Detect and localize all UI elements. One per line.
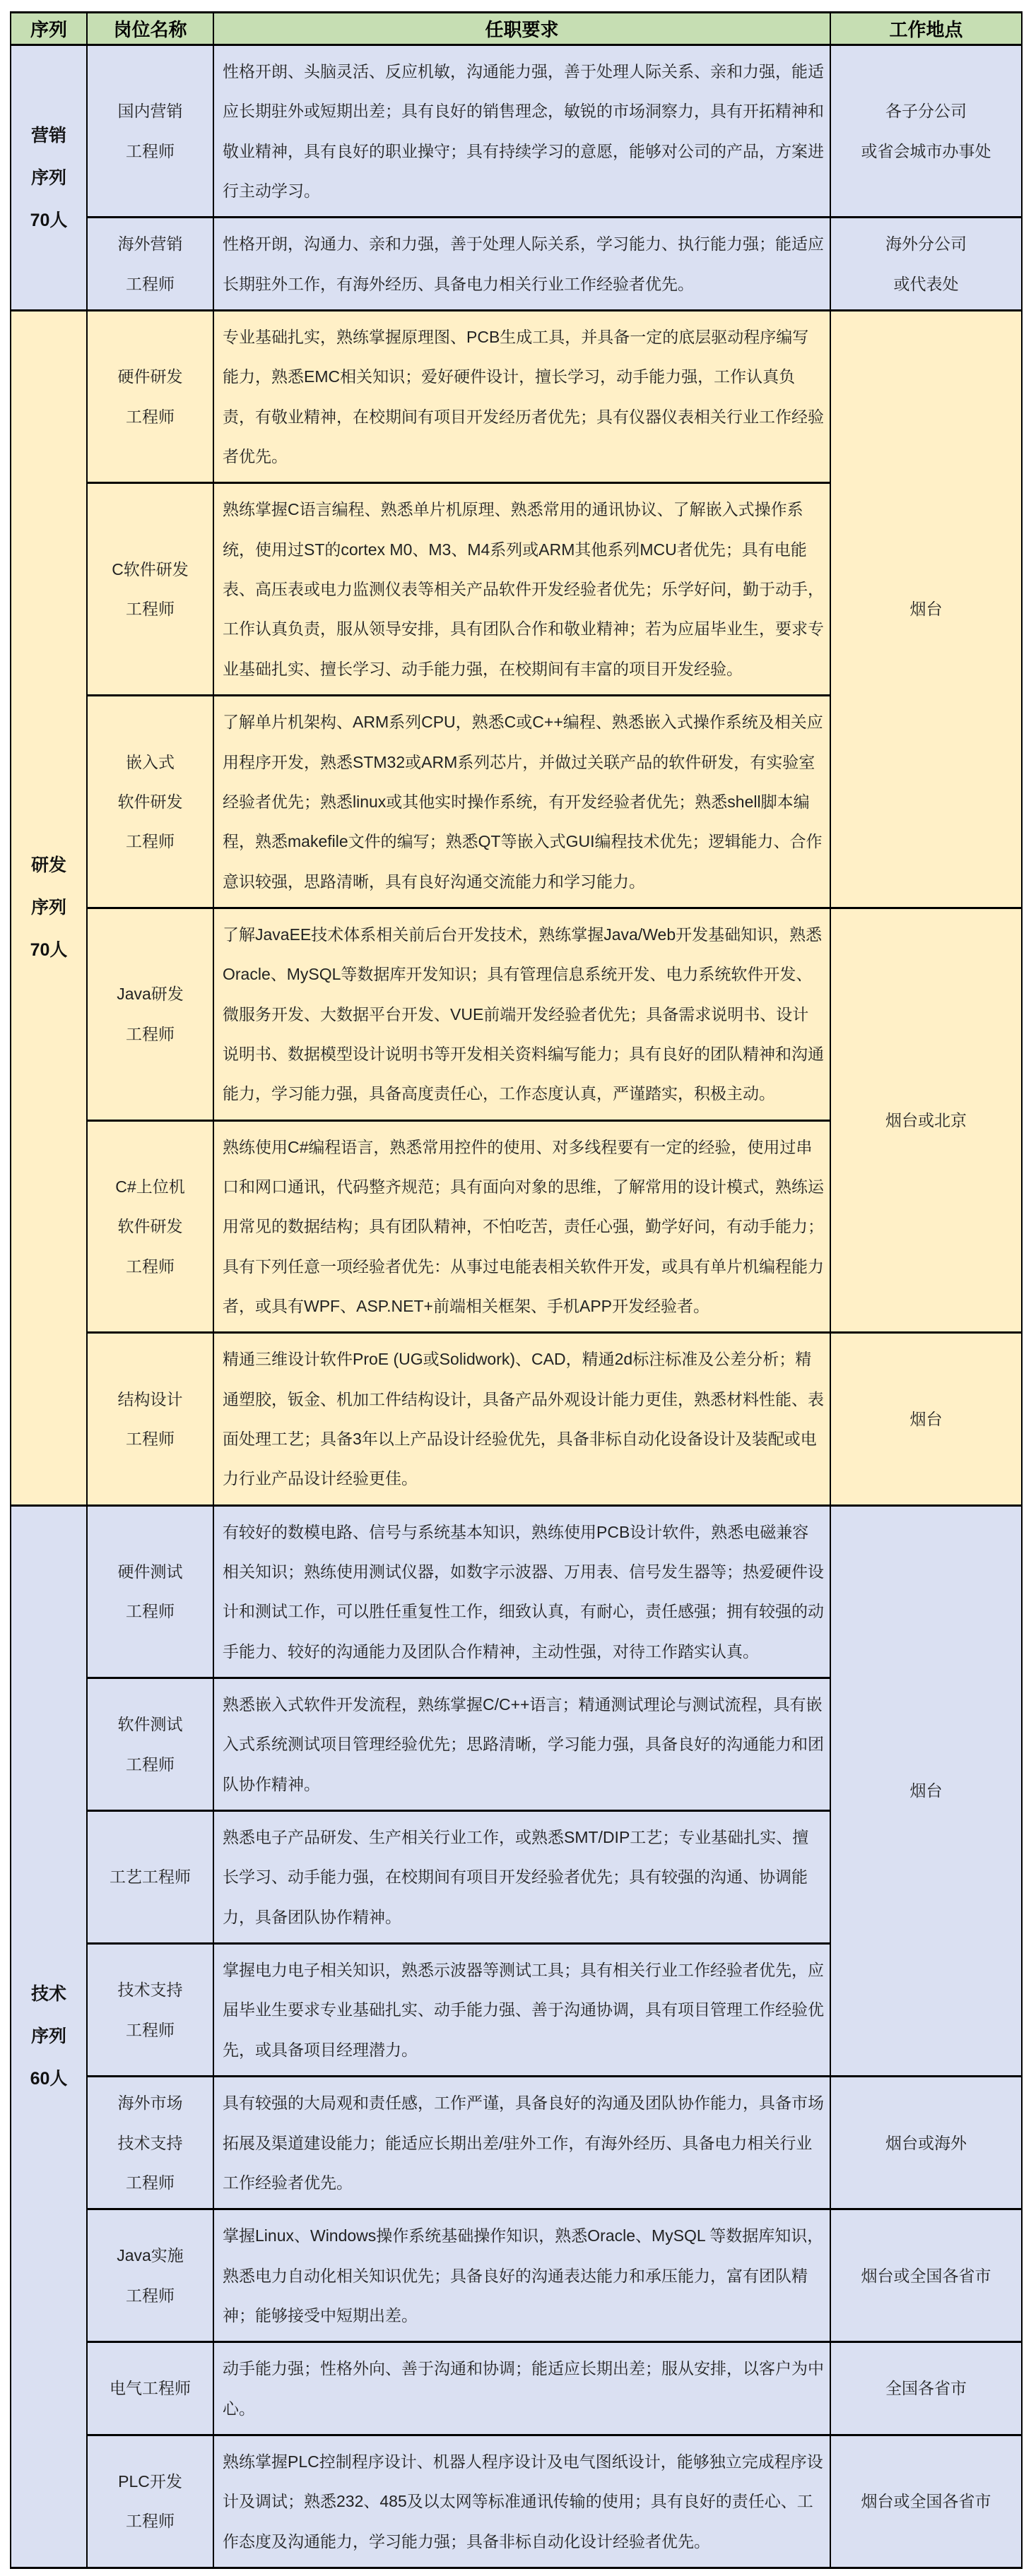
job-requirements-table xyxy=(10,11,1023,2569)
work-location-line: 或省会城市办事处 xyxy=(861,141,991,160)
job-requirements: 精通三维设计软件ProE (UG或Solidwork)、CAD，精通2d标注标准及公差分析；精通塑胶，钣金、机加工件结构设计，具备产品外观设计能力更佳，熟悉材料性能、表面处理工艺；具备3年以上产品设计经验优先，具备非标自动化设备设计及装配或电力行业产品设计经验更佳。 xyxy=(213,1333,830,1505)
section-label-line: 研发 xyxy=(30,855,66,876)
position-name xyxy=(87,45,213,218)
position-name-line: 软件研发 xyxy=(117,1217,183,1236)
section-label-line: 70人 xyxy=(30,210,68,230)
section-label-tech xyxy=(11,1505,87,2568)
position-name xyxy=(87,1333,213,1505)
work-location-line: 海外分公司 xyxy=(885,235,967,254)
work-location-line: 或代表处 xyxy=(893,274,959,293)
job-requirements: 熟练使用C#编程语言，熟悉常用控件的使用、对多线程要有一定的经验，使用过串口和网口通讯，代码整齐规范；具有面向对象的思维，了解常用的设计模式，熟练运用常见的数据结构；具有团队精神，不怕吃苦，责任心强，勤学好问，有动手能力；具有下列任意一项经验者优先：从事过电能表相关软件开发，或具有单片机编程能力者，或具有WPF、ASP.NET+前端相关框架、手机APP开发经验者。 xyxy=(213,1120,830,1333)
position-name xyxy=(87,1678,213,1811)
work-location-line: 烟台 xyxy=(909,1409,943,1428)
position-name-line: 嵌入式 xyxy=(126,752,175,771)
position-name-line: 工程师 xyxy=(126,832,175,851)
position-name-line: 海外营销 xyxy=(117,235,183,254)
work-location-line: 全国各省市 xyxy=(885,2379,967,2398)
job-requirements: 掌握电力电子相关知识，熟悉示波器等测试工具；具有相关行业工作经验者优先，应届毕业生要求专业基础扎实、动手能力强、善于沟通协调，具有项目管理工作经验优先，或具备项目经理潜力。 xyxy=(213,1944,830,2077)
job-requirements: 具有较强的大局观和责任感，工作严谨，具备良好的沟通及团队协作能力，具备市场拓展及渠道建设能力；能适应长期出差/驻外工作，有海外经历、具备电力相关行业工作经验者优先。 xyxy=(213,2077,830,2209)
work-location xyxy=(830,2342,1022,2435)
position-name-line: 工程师 xyxy=(126,2020,175,2039)
job-requirements: 专业基础扎实，熟练掌握原理图、PCB生成工具，并具备一定的底层驱动程序编写能力，熟悉EMC相关知识；爱好硬件设计，擅长学习，动手能力强，工作认真负责，有敬业精神，在校期间有项目开发经历者优先；具有仪器仪表相关行业工作经验者优先。 xyxy=(213,311,830,483)
work-location xyxy=(830,218,1022,311)
table-row xyxy=(11,311,1022,483)
position-name-line: 海外市场 xyxy=(117,2094,183,2113)
section-label-marketing xyxy=(11,45,87,311)
position-name-line: Java研发 xyxy=(117,985,184,1004)
column-header-location: 工作地点 xyxy=(830,13,1022,45)
position-name xyxy=(87,1944,213,2077)
position-name xyxy=(87,2342,213,2435)
position-name-line: Java实施 xyxy=(117,2246,184,2265)
position-name-line: 工程师 xyxy=(126,1602,175,1621)
work-location-line: 各子分公司 xyxy=(885,102,967,121)
section-label-line: 70人 xyxy=(30,940,68,961)
table-row xyxy=(11,45,1022,218)
column-header-position: 岗位名称 xyxy=(87,13,213,45)
position-name xyxy=(87,2435,213,2568)
column-header-requirements: 任职要求 xyxy=(213,13,830,45)
table-body xyxy=(11,45,1022,2568)
work-location-line: 烟台或全国各省市 xyxy=(861,2266,991,2285)
position-name xyxy=(87,218,213,311)
table-row xyxy=(11,2209,1022,2342)
job-requirements: 了解JavaEE技术体系相关前后台开发技术，熟练掌握Java/Web开发基础知识，熟悉Oracle、MySQL等数据库开发知识；具有管理信息系统开发、电力系统软件开发、微服务开发、大数据平台开发、VUE前端开发经验者优先；具备需求说明书、设计说明书、数据模型设计说明书等开发相关资料编写能力；具有良好的团队精神和沟通能力，学习能力强，具备高度责任心，工作态度认真，严谨踏实，积极主动。 xyxy=(213,908,830,1120)
position-name-line: 电气工程师 xyxy=(110,2379,191,2398)
work-location-line: 烟台 xyxy=(909,1781,943,1800)
position-name-line: 国内营销 xyxy=(117,102,183,121)
work-location xyxy=(830,1333,1022,1505)
position-name-line: 技术支持 xyxy=(117,1981,183,2000)
job-requirements: 熟悉电子产品研发、生产相关行业工作，或熟悉SMT/DIP工艺；专业基础扎实、擅长学习、动手能力强，在校期间有项目开发经验者优先；具有较强的沟通、协调能力，具备团队协作精神。 xyxy=(213,1811,830,1944)
section-label-rnd xyxy=(11,311,87,1506)
position-name-line: 工程师 xyxy=(126,2512,175,2531)
section-label-line: 序列 xyxy=(30,2026,66,2047)
position-name-line: 工程师 xyxy=(126,1024,175,1043)
work-location-line: 烟台或全国各省市 xyxy=(861,2492,991,2511)
position-name-line: 工程师 xyxy=(126,407,175,426)
position-name-line: 工艺工程师 xyxy=(110,1868,191,1887)
position-name-line: 结构设计 xyxy=(117,1389,183,1408)
position-name xyxy=(87,2209,213,2342)
position-name xyxy=(87,908,213,1120)
work-location xyxy=(830,2209,1022,2342)
table-row xyxy=(11,1505,1022,1678)
position-name-line: 工程师 xyxy=(126,2173,175,2192)
section-label-line: 序列 xyxy=(30,167,66,188)
position-name-line: 工程师 xyxy=(126,141,175,160)
work-location xyxy=(830,2435,1022,2568)
job-requirements: 熟练掌握C语言编程、熟悉单片机原理、熟悉常用的通讯协议、了解嵌入式操作系统，使用过ST的cortex M0、M3、M4系列或ARM其他系列MCU者优先；具有电能表、高压表或电力监测仪表等相关产品软件开发经验者优先；乐学好问，勤于动手，工作认真负责，服从领导安排，具有团队合作和敬业精神；若为应届毕业生，要求专业基础扎实、擅长学习、动手能力强，在校期间有丰富的项目开发经验。 xyxy=(213,483,830,696)
position-name-line: C软件研发 xyxy=(112,559,189,578)
position-name-line: 硬件研发 xyxy=(117,367,183,386)
work-location-line: 烟台或北京 xyxy=(885,1110,967,1129)
job-requirements: 有较好的数模电路、信号与系统基本知识，熟练使用PCB设计软件，熟悉电磁兼容相关知识；熟练使用测试仪器，如数字示波器、万用表、信号发生器等；热爱硬件设计和测试工作，可以胜任重复性工作，细致认真，有耐心，责任感强；拥有较强的动手能力、较好的沟通能力及团队合作精神，主动性强，对待工作踏实认真。 xyxy=(213,1505,830,1678)
position-name-line: 软件测试 xyxy=(117,1715,183,1734)
position-name-line: C#上位机 xyxy=(115,1177,185,1196)
table-row xyxy=(11,1333,1022,1505)
position-name xyxy=(87,696,213,908)
position-name-line: 工程师 xyxy=(126,1755,175,1774)
header-row xyxy=(11,13,1022,45)
table-row xyxy=(11,2342,1022,2435)
table-row xyxy=(11,2435,1022,2568)
position-name xyxy=(87,1120,213,1333)
position-name-line: 工程师 xyxy=(126,274,175,293)
position-name-line: 工程师 xyxy=(126,2286,175,2305)
position-name-line: PLC开发 xyxy=(118,2472,182,2491)
column-header-sequence: 序列 xyxy=(11,13,87,45)
job-requirements: 性格开朗、头脑灵活、反应机敏，沟通能力强，善于处理人际关系、亲和力强，能适应长期驻外或短期出差；具有良好的销售理念，敏锐的市场洞察力，具有开拓精神和敬业精神，具有良好的职业操守；具有持续学习的意愿，能够对公司的产品，方案进行主动学习。 xyxy=(213,45,830,218)
position-name xyxy=(87,483,213,696)
position-name-line: 软件研发 xyxy=(117,792,183,811)
position-name xyxy=(87,311,213,483)
table-header xyxy=(11,13,1022,45)
job-requirements: 动手能力强；性格外向、善于沟通和协调；能适应长期出差；服从安排，以客户为中心。 xyxy=(213,2342,830,2435)
section-label-line: 序列 xyxy=(30,898,66,918)
work-location-line: 烟台或海外 xyxy=(885,2133,967,2152)
job-requirements: 熟悉嵌入式软件开发流程，熟练掌握C/C++语言；精通测试理论与测试流程，具有嵌入式系统测试项目管理经验优先；思路清晰，学习能力强，具备良好的沟通能力和团队协作精神。 xyxy=(213,1678,830,1811)
table-row xyxy=(11,218,1022,311)
position-name-line: 工程师 xyxy=(126,600,175,619)
job-requirements: 熟练掌握PLC控制程序设计、机器人程序设计及电气图纸设计，能够独立完成程序设计及调试；熟悉232、485及以太网等标准通讯传输的使用；具有良好的责任心、工作态度及沟通能力，学习能力强；具备非标自动化设计经验者优先。 xyxy=(213,2435,830,2568)
job-requirements: 性格开朗，沟通力、亲和力强，善于处理人际关系，学习能力、执行能力强；能适应长期驻外工作，有海外经历、具备电力相关行业工作经验者优先。 xyxy=(213,218,830,311)
section-label-line: 60人 xyxy=(30,2069,68,2089)
section-label-line: 技术 xyxy=(30,1984,66,2005)
work-location xyxy=(830,908,1022,1332)
work-location xyxy=(830,2077,1022,2209)
work-location xyxy=(830,45,1022,218)
position-name-line: 技术支持 xyxy=(117,2133,183,2152)
position-name xyxy=(87,1811,213,1944)
work-location xyxy=(830,311,1022,908)
position-name xyxy=(87,2077,213,2209)
work-location xyxy=(830,1505,1022,2076)
position-name-line: 工程师 xyxy=(126,1430,175,1448)
table-row xyxy=(11,2077,1022,2209)
position-name xyxy=(87,1505,213,1678)
work-location-line: 烟台 xyxy=(909,600,943,619)
job-requirements: 掌握Linux、Windows操作系统基础操作知识，熟悉Oracle、MySQL 等数据库知识，熟悉电力自动化相关知识优先；具备良好的沟通表达能力和承压能力，富有团队精神；能够接受中短期出差。 xyxy=(213,2209,830,2342)
section-label-line: 营销 xyxy=(30,125,66,146)
job-requirements: 了解单片机架构、ARM系列CPU，熟悉C或C++编程、熟悉嵌入式操作系统及相关应用程序开发，熟悉STM32或ARM系列芯片，并做过关联产品的软件研发，有实验室经验者优先；熟悉linux或其他实时操作系统，有开发经验者优先；熟悉shell脚本编程，熟悉makefile文件的编写；熟悉QT等嵌入式GUI编程技术优先；逻辑能力、合作意识较强，思路清晰，具有良好沟通交流能力和学习能力。 xyxy=(213,696,830,908)
table-row xyxy=(11,908,1022,1120)
position-name-line: 工程师 xyxy=(126,1257,175,1276)
position-name-line: 硬件测试 xyxy=(117,1562,183,1581)
